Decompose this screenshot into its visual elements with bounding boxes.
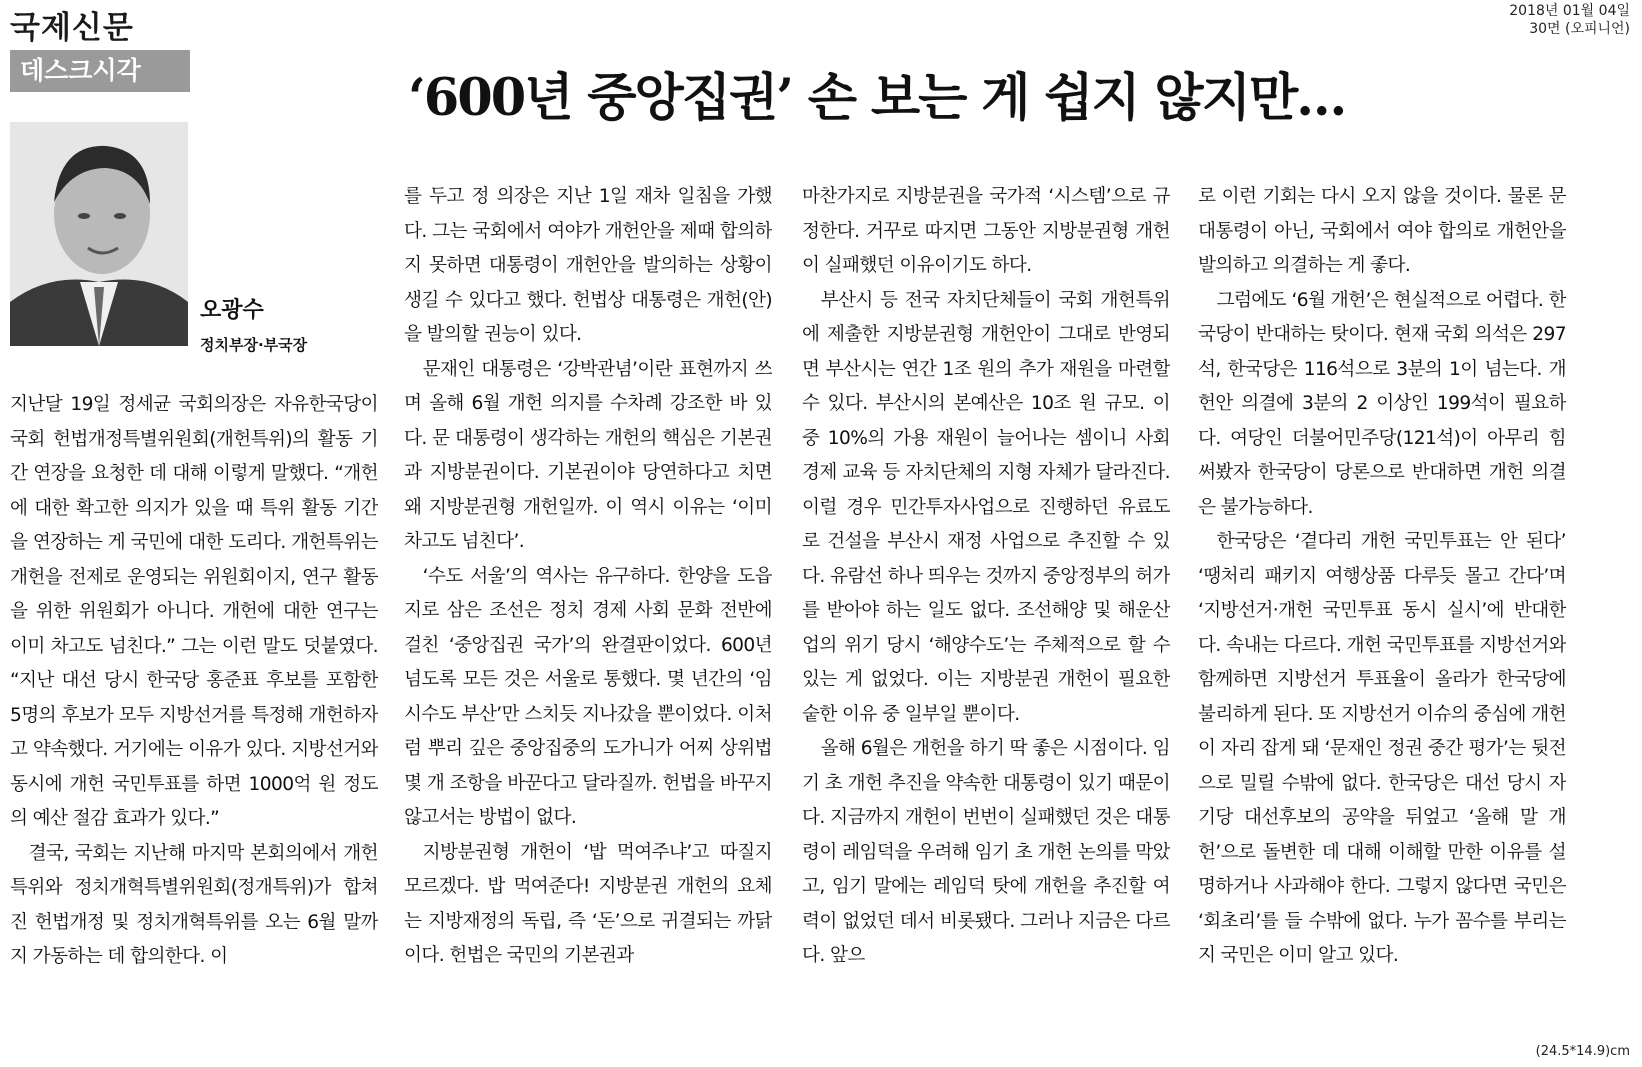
author-title: 정치부장·부국장 xyxy=(200,336,308,354)
article-column-4 xyxy=(1198,180,1566,1038)
newspaper-logo: 국제신문 xyxy=(10,10,134,46)
paragraph: 부산시 등 전국 자치단체들이 국회 개헌특위에 제출한 지방분권형 개헌안이 그대로 반영되면 부산시는 연간 1조 원의 추가 재원을 마련할 수 있다. 부산시의 본예산은 10조 원 규모. 이 중 10%의 가용 재원이 늘어나는 셈이니 사회 경제 교육 등 자치단체의 지형 자체가 달라진다. 이럴 경우 민간투자사업으로 진행하던 유료도로 건설을 부산시 재정 사업으로 추진할 수 있다. 유람선 하나 띄우는 것까지 중앙정부의 허가를 받아야 하는 일도 없다. 조선해양 및 해운산업의 위기 당시 ‘해양수도’는 주체적으로 할 수 있는 게 없었다. 이는 지방분권 개헌이 필요한 숱한 이유 중 일부일 뿐이다. xyxy=(802,289,1170,725)
paragraph: 지난달 19일 정세균 국회의장은 자유한국당이 국회 헌법개정특별위원회(개헌특위)의 활동 기간 연장을 요청한 데 대해 이렇게 말했다. “개헌에 대한 확고한 의지가 있을 때 특위 활동 기간을 연장하는 게 국민에 대한 도리다. 개헌특위는 개헌을 전제로 운영되는 위원회이지, 연구 활동을 위한 위원회가 아니다. 개헌에 대한 연구는 이미 차고도 넘친다.” 그는 이런 말도 덧붙였다. “지난 대선 당시 한국당 홍준표 후보를 포함한 5명의 후보가 모두 지방선거를 특정해 개헌하자고 약속했다. 거기에는 이유가 있다. 지방선거와 동시에 개헌 국민투표를 하면 1000억 원 정도의 예산 절감 효과가 있다.” xyxy=(10,394,378,829)
paragraph: 문재인 대통령은 ‘강박관념’이란 표현까지 쓰며 올해 6월 개헌 의지를 수차례 강조한 바 있다. 문 대통령이 생각하는 개헌의 핵심은 기본권과 지방분권이다. 기본권이야 당연하다고 치면 왜 지방분권형 개헌일까. 이 역시 이유는 ‘이미 차고도 넘친다’. xyxy=(404,358,772,552)
paragraph: 결국, 국회는 지난해 마지막 본회의에서 개헌특위와 정치개혁특별위원회(정개특위)가 합쳐진 헌법개정 및 정치개혁특위를 오는 6월 말까지 가동하는 데 합의한다. 이 xyxy=(10,842,378,967)
issue-page: 30면 (오피니언) xyxy=(1529,21,1630,37)
column-tag: 데스크시각 xyxy=(10,50,190,92)
paragraph: 한국당은 ‘곁다리 개헌 국민투표는 안 된다’ ‘땡처리 패키지 여행상품 다루듯 몰고 간다’며 ‘지방선거·개헌 국민투표 동시 실시’에 반대한다. 속내는 다르다. 개헌 국민투표를 지방선거와 함께하면 지방선거 투표율이 올라가 한국당에 불리하게 된다. 또 지방선거 이슈의 중심에 개헌이 자리 잡게 돼 ‘문재인 정권 중간 평가’는 뒷전으로 밀릴 수밖에 없다. 한국당은 대선 당시 자기당 대선후보의 공약을 뒤엎고 ‘올해 말 개헌’으로 돌변한 데 대해 이해할 만한 이유를 설명하거나 사과해야 한다. 그렇지 않다면 국민은 ‘회초리’를 들 수밖에 없다. 누가 꼼수를 부리는지 국민은 이미 알고 있다. xyxy=(1198,531,1566,966)
author-name: 오광수 xyxy=(200,298,264,323)
author-photo xyxy=(10,122,188,346)
paragraph: ‘수도 서울’의 역사는 유구하다. 한양을 도읍지로 삼은 조선은 정치 경제 사회 문화 전반에 걸친 ‘중앙집권 국가’의 완결판이었다. 600년 넘도록 모든 것은 서울로 통했다. 몇 년간의 ‘임시수도 부산’만 스치듯 지나갔을 뿐이었다. 이처럼 뿌리 깊은 중앙집중의 도가니가 어찌 상위법 몇 개 조항을 바꾼다고 달라질까. 헌법을 바꾸지 않고서는 방법이 없다. xyxy=(404,565,772,828)
issue-date: 2018년 01월 04일 xyxy=(1509,3,1630,19)
author-portrait-image xyxy=(10,122,188,346)
paragraph: 올해 6월은 개헌을 하기 딱 좋은 시점이다. 임기 초 개헌 추진을 약속한 대통령이 있기 때문이다. 지금까지 개헌이 번번이 실패했던 것은 대통령이 레임덕을 우려해 임기 초 개헌 논의를 막았고, 임기 말에는 레임덕 탓에 개헌을 추진할 여력이 없었던 데서 비롯됐다. 그러나 지금은 다르다. 앞으 xyxy=(802,738,1170,966)
article-column-2 xyxy=(404,180,772,1038)
size-note: (24.5*14.9)cm xyxy=(1535,1044,1630,1059)
article-column-3 xyxy=(802,180,1170,1038)
issue-meta xyxy=(1509,2,1630,38)
paragraph: 그럼에도 ‘6월 개헌’은 현실적으로 어렵다. 한국당이 반대하는 탓이다. 현재 국회 의석은 297석, 한국당은 116석으로 3분의 1이 넘는다. 개헌안 의결에 3분의 2 이상인 199석이 필요하다. 여당인 더불어민주당(121석)이 아무리 힘써봤자 한국당이 당론으로 반대하면 개헌 의결은 불가능하다. xyxy=(1198,289,1566,518)
headline: ‘600년 중앙집권’ 손 보는 게 쉽지 않지만… xyxy=(408,68,1346,128)
paragraph: 를 두고 정 의장은 지난 1일 재차 일침을 가했다. 그는 국회에서 여야가 개헌안을 제때 합의하지 못하면 대통령이 개헌안을 발의하는 상황이 생길 수 있다고 했다. 헌법상 대통령은 개헌(안)을 발의할 권능이 있다. xyxy=(404,186,772,345)
author-byline xyxy=(200,293,307,355)
article-column-1 xyxy=(10,388,378,1038)
paragraph: 지방분권형 개헌이 ‘밥 먹여주냐’고 따질지 모르겠다. 밥 먹여준다! 지방분권 개헌의 요체는 지방재정의 독립, 즉 ‘돈’으로 귀결되는 까닭이다. 헌법은 국민의 기본권과 xyxy=(404,841,772,966)
paragraph: 로 이런 기회는 다시 오지 않을 것이다. 물론 문 대통령이 아닌, 국회에서 여야 합의로 개헌안을 발의하고 의결하는 게 좋다. xyxy=(1198,186,1566,276)
paragraph: 마찬가지로 지방분권을 국가적 ‘시스템’으로 규정한다. 거꾸로 따지면 그동안 지방분권형 개헌이 실패했던 이유이기도 하다. xyxy=(802,186,1170,276)
